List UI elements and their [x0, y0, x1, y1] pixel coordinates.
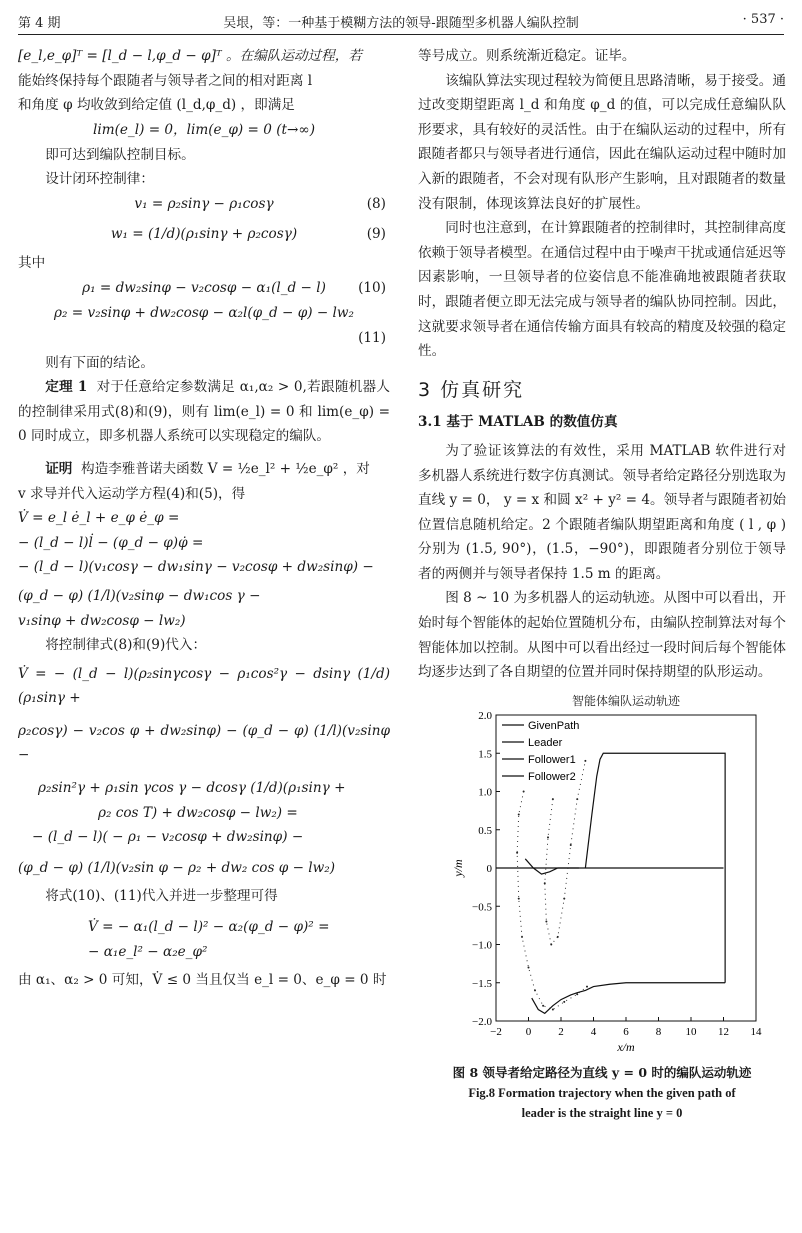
- body-line: v 求导并代入运动学方程(4)和(5)，得: [18, 485, 246, 502]
- derivation-line: ρ₂cosγ) − v₂cos φ + dw₂sinφ) − (φ_d − φ) (1/l)(v₂sinφ −: [18, 722, 390, 764]
- proof-text: 构造李雅普诺夫函数 V = ½e_l² + ½e_φ² ，对: [81, 460, 370, 477]
- x-tick-label: 8: [655, 1025, 662, 1038]
- y-tick-label: 1.5: [478, 748, 492, 761]
- derivation-line: V̇ = e_l ė_l + e_φ ė_φ =: [18, 510, 180, 527]
- x-tick-label: −2: [490, 1025, 502, 1038]
- figure-caption-en-1: Fig.8 Formation trajectory when the given path of: [468, 1085, 736, 1100]
- running-header: [18, 8, 784, 35]
- y-tick-label: −1.5: [472, 977, 492, 990]
- trajectory-point: [528, 966, 530, 968]
- trajectory-point: [563, 1001, 565, 1003]
- trajectory-point: [576, 993, 578, 995]
- trajectory-point: [570, 844, 572, 846]
- body-line: 能始终保持每个跟随者与领导者之间的相对距离 l: [18, 72, 313, 89]
- legend-entry: Leader: [528, 736, 563, 749]
- subsection-heading: 3.1 基于 MATLAB 的数值仿真: [418, 414, 618, 431]
- proof-label: 证明: [45, 460, 73, 477]
- dotted-trajectory: [517, 791, 587, 1009]
- equation-limit: lim(e_l) = 0，lim(e_φ) = 0 (t→∞): [93, 121, 315, 138]
- trajectory-point: [547, 836, 549, 838]
- trajectory-point: [545, 920, 547, 922]
- equation-10: ρ₁ = dw₂sinφ − v₂cosφ − α₁(l_d − l) (10): [82, 279, 386, 296]
- equation-11-number: (11): [358, 329, 386, 346]
- equation-11: ρ₂ = v₂sinφ + dw₂cosφ − α₂l(φ_d − φ) − lw₂: [54, 304, 354, 321]
- derivation-line: − (l_d − l)l̇ − (φ_d − φ)φ̇ =: [18, 534, 204, 551]
- derivation-line: (φ_d − φ) (1/l)(v₂sin φ − ρ₂ + dw₂ cos φ − lw₂): [18, 859, 336, 876]
- y-tick-label: 0.5: [478, 824, 492, 837]
- derivation-line: − (l_d − l)( − ρ₁ − v₂cosφ + dw₂sinφ) −: [32, 829, 304, 846]
- trajectory-chart: [418, 691, 786, 1063]
- legend-entry: Follower2: [528, 770, 576, 783]
- x-axis-label: x/m: [617, 1039, 635, 1054]
- derivation-line: V̇ = − (l_d − l)(ρ₂sinγcosγ − ρ₁cos²γ − dsinγ (1/d)(ρ₁sinγ +: [18, 665, 390, 707]
- derivation-line: (φ_d − φ) (1/l)(v₂sinφ − dw₁cos γ −: [18, 587, 261, 604]
- follower2-trajectory: [532, 983, 725, 1014]
- body-line: 即可达到编队控制目标。: [45, 146, 195, 163]
- figure-8: [418, 691, 786, 1063]
- x-tick-label: 14: [750, 1025, 762, 1038]
- issue-number: 第 4 期: [18, 16, 61, 31]
- body-line: 则有下面的结论。: [45, 354, 154, 371]
- running-title: 吴垠，等：一种基于模糊方法的领导-跟随型多机器人编队控制: [223, 16, 579, 31]
- leader-trajectory: [525, 859, 579, 874]
- error-vector-line: [e_l,e_φ]ᵀ = [l_d − l,φ_d − φ]ᵀ 。在编队运动过程，若: [18, 48, 362, 64]
- trajectory-point: [584, 760, 586, 762]
- body-line: 将控制律式(8)和(9)代入：: [45, 637, 207, 654]
- trajectory-point: [552, 1008, 554, 1010]
- theorem-label: 定理 1: [45, 379, 88, 396]
- body-line: 其中: [18, 254, 46, 271]
- body-line: 由 α₁、α₂ > 0 可知，V̇ ≤ 0 当且仅当 e_l = 0、e_φ = 0 时: [18, 972, 387, 989]
- body-line: 等号成立。则系统渐近稳定。证毕。: [418, 48, 636, 64]
- derivation-line: − α₁e_l² − α₂e_φ²: [88, 943, 208, 960]
- x-tick-label: 2: [558, 1025, 564, 1038]
- theorem-text: 对于任意给定参数满足 α₁,α₂ > 0,若跟随机器人的控制律采用式(8)和(9)，则有 lim(e_l) = 0 和 lim(e_φ) = 0 同时成立，即多机器人系统可以实现稳定的编队。: [18, 379, 390, 445]
- section-heading: 3 仿真研究: [418, 378, 525, 401]
- y-tick-label: −1.0: [472, 939, 492, 952]
- y-tick-label: −0.5: [472, 901, 492, 914]
- figure-caption-en-2: leader is the straight line y = 0: [521, 1105, 683, 1120]
- chart-title: 智能体编队运动轨迹: [571, 693, 681, 708]
- x-tick-label: 0: [525, 1025, 532, 1038]
- body-line: 设计闭环控制律：: [45, 171, 154, 188]
- figure-caption-cn: 图 8 领导者给定路径为直线 y = 0 时的编队运动轨迹: [452, 1064, 752, 1080]
- theorem: [18, 375, 390, 449]
- x-tick-label: 6: [623, 1025, 629, 1038]
- paragraph: 该编队算法实现过程较为简便且思路清晰，易于接受。通过改变期望距离 l_d 和角度 φ_d 的值，可以完成任意编队队形要求，具有较好的灵活性。由于在编队运动的过程中，所有跟随者都只与领导者进行通信，因此在编队运动过程中随时加入新的跟随者，不会对现有队形产生影响，且对跟随者的数量没有限制，体现该算法良好的扩展性。: [418, 72, 786, 212]
- trajectory-point: [516, 852, 518, 854]
- paragraph: 同时也注意到，在计算跟随者的控制律时，其控制律高度依赖于领导者模型。在通信过程中由于噪声干扰或通信延迟等因素影响，一旦领导者的位姿信息不能准确地被跟随者获取时，跟随者便立即无法完成与领导者的编队协同控制。因此，这就要求领导者在通信传输方面具有较高的精度及较强的稳定性。: [418, 220, 786, 360]
- paragraph: 图 8 ~ 10 为多机器人的运动轨迹。从图中可以看出，开始时每个智能体的起始位置随机分布，由编队控制算法对每个智能体加以控制。从图中可以看出经过一段时间后每个智能体均逐步达到了各自期望的位置并同时保持期望的队形运动。: [418, 590, 786, 681]
- left-column: [18, 44, 390, 993]
- equation-8: v₁ = ρ₂sinγ − ρ₁cosγ (8): [134, 195, 386, 212]
- proof: [18, 457, 390, 482]
- y-axis-label: y/m: [451, 859, 465, 877]
- y-tick-label: 1.0: [478, 786, 492, 799]
- legend-entry: GivenPath: [528, 719, 580, 732]
- derivation-line: ρ₂sin²γ + ρ₁sin γcos γ − dcosγ (1/d)(ρ₁sinγ +: [38, 780, 346, 797]
- derivation-line: V̇ = − α₁(l_d − l)² − α₂(φ_d − φ)² =: [88, 919, 330, 936]
- body-line: 和角度 φ 均收敛到给定值 (l_d,φ_d) ，即满足: [18, 97, 295, 114]
- y-tick-label: 0: [486, 862, 492, 875]
- body-line: 将式(10)、(11)代入并进一步整理可得: [45, 888, 278, 905]
- x-tick-label: 12: [718, 1025, 729, 1038]
- page-number: · 537 ·: [742, 12, 784, 27]
- legend-entry: Follower1: [528, 753, 576, 766]
- equation-9: w₁ = (1/d)(ρ₁sinγ + ρ₂cosγ) (9): [110, 225, 386, 242]
- y-tick-label: −2.0: [472, 1015, 492, 1028]
- derivation-line: ρ₂ cos T) + dw₂cosφ − lw₂) =: [98, 804, 298, 821]
- x-tick-label: 4: [590, 1025, 597, 1038]
- derivation-line: − (l_d − l)(v₁cosγ − dw₁sinγ − v₂cosφ + dw₂sinφ) −: [18, 559, 374, 576]
- trajectory-point: [518, 897, 520, 899]
- dotted-trajectory: [545, 761, 586, 945]
- x-tick-label: 10: [685, 1025, 697, 1038]
- derivation-line: v₁sinφ + dw₂cosφ − lw₂): [18, 612, 186, 629]
- trajectory-point: [518, 813, 520, 815]
- right-column: [418, 44, 786, 1123]
- y-tick-label: 2.0: [478, 709, 492, 722]
- paragraph: 为了验证该算法的有效性，采用 MATLAB 软件进行对多机器人系统进行数字仿真测试。领导者给定路径分别选取为直线 y = 0， y = x 和圆 x² + y² = 4。领导者与跟随者初始位置信息随机给定。2 个跟随者编队期望距离和角度 ( l , φ ) 分别为 (1.5, 90°)，(1.5，−90°)，即跟随者分别位于领导者的两侧并与领导者保持 1.5 m 的距离。: [418, 442, 786, 582]
- trajectory-point: [542, 1005, 544, 1007]
